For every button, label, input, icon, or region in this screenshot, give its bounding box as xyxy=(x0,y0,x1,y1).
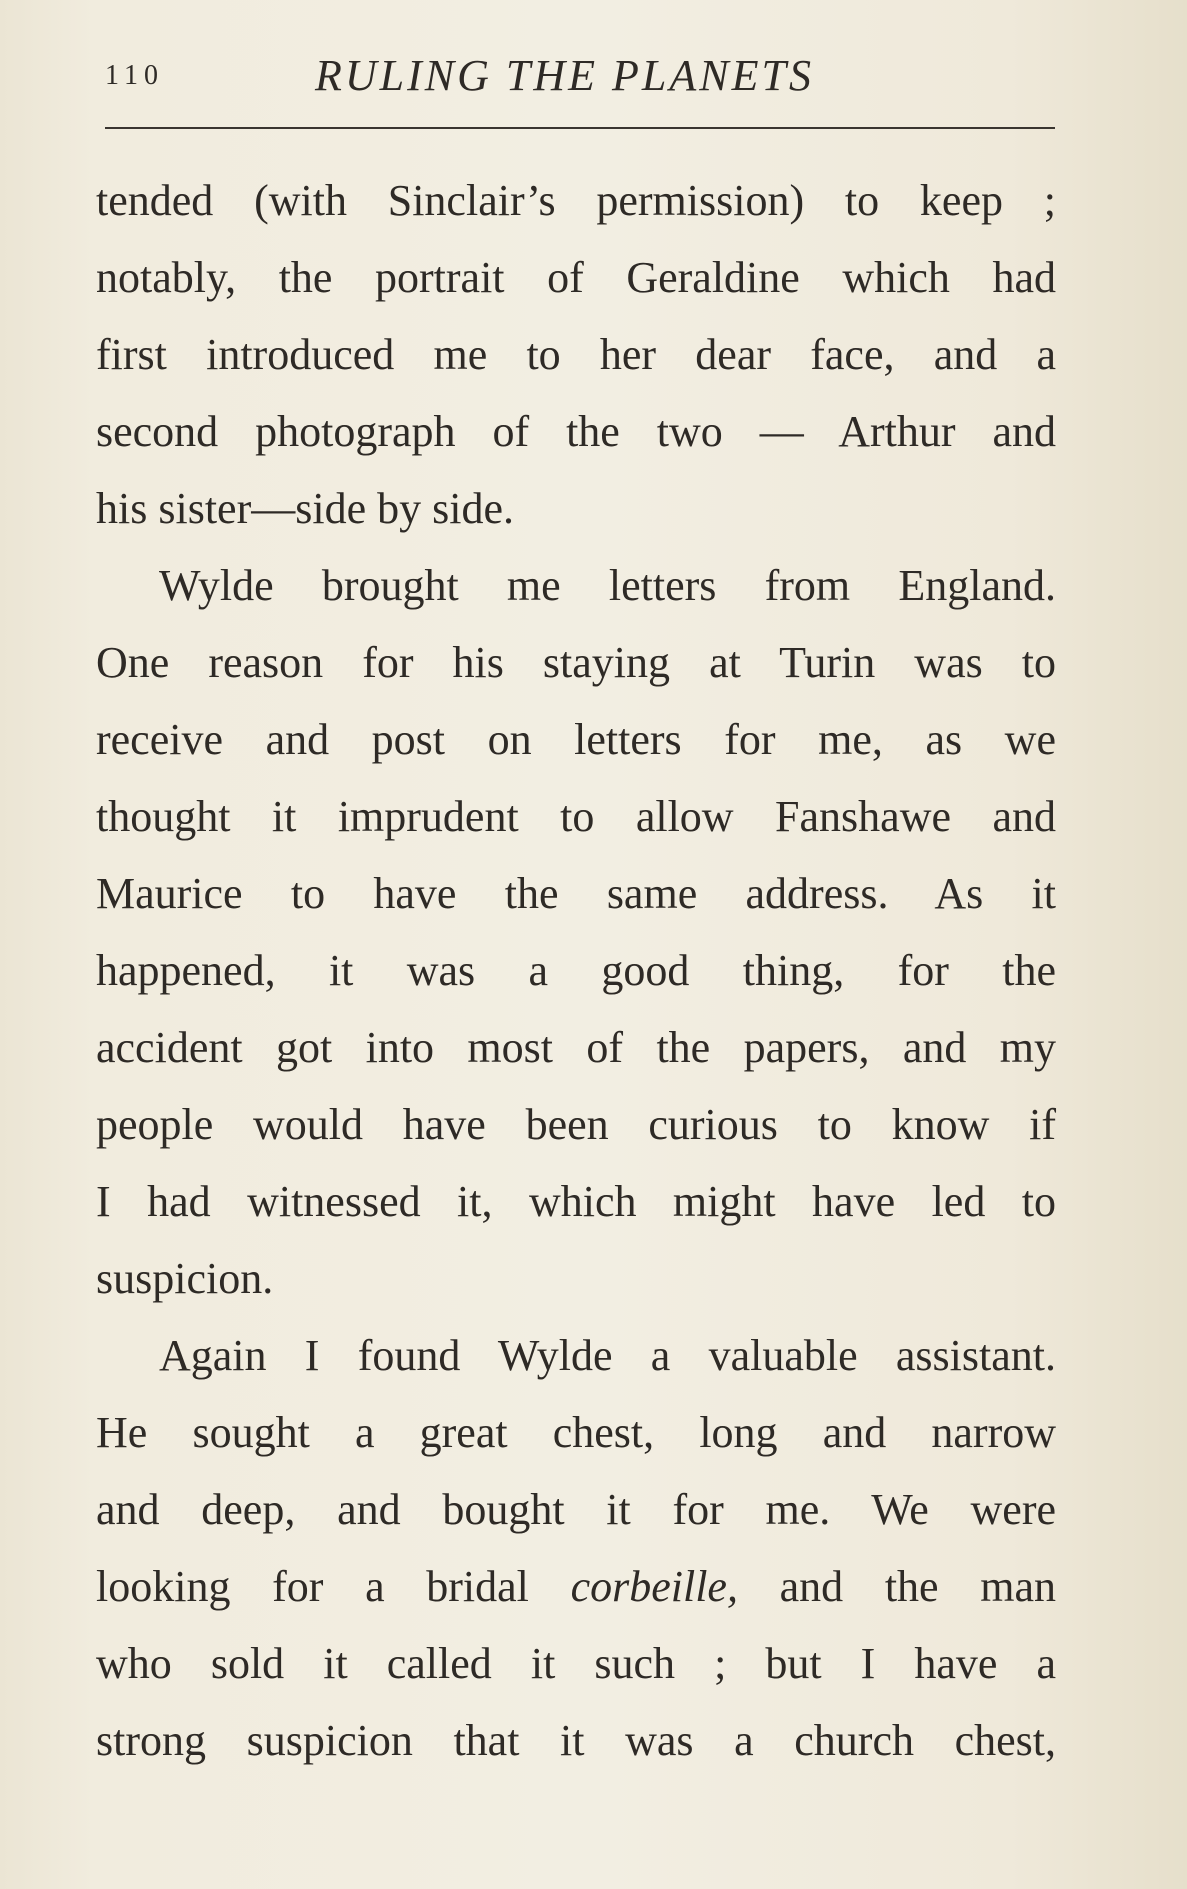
text-line: strong suspicion that it was a church chest, xyxy=(96,1716,1056,1765)
text-line: thought it imprudent to allow Fanshawe and xyxy=(96,792,1056,841)
paragraph-first-line: Again I found Wylde a valuable assistant. xyxy=(159,1331,1056,1380)
text-line: accident got into most of the papers, and my xyxy=(96,1023,1056,1072)
text-line xyxy=(96,1548,1056,1625)
running-head xyxy=(105,50,1055,100)
paragraph-first-line: Wylde brought me letters from England. xyxy=(159,561,1056,610)
italic-word: corbeille, xyxy=(570,1562,738,1611)
page-number: 110 xyxy=(105,60,164,91)
text-line: his sister—side by side. xyxy=(96,484,514,533)
body-text xyxy=(96,162,1056,1779)
text-line: who sold it called it such ; but I have a xyxy=(96,1639,1056,1688)
text-segment: looking for a bridal xyxy=(96,1562,571,1611)
text-line: second photograph of the two — Arthur and xyxy=(96,407,1056,456)
text-line: happened, it was a good thing, for the xyxy=(96,946,1056,995)
text-line: people would have been curious to know if xyxy=(96,1100,1056,1149)
text-line: receive and post on letters for me, as we xyxy=(96,715,1056,764)
text-line: tended (with Sinclair’s permission) to keep ; xyxy=(96,176,1056,225)
header-rule xyxy=(105,127,1055,129)
text-line: He sought a great chest, long and narrow xyxy=(96,1408,1056,1457)
text-line: suspicion. xyxy=(96,1254,274,1303)
text-line: Maurice to have the same address. As it xyxy=(96,869,1056,918)
text-line: One reason for his staying at Turin was to xyxy=(96,638,1056,687)
text-line: first introduced me to her dear face, and a xyxy=(96,330,1056,379)
text-segment: and the man xyxy=(737,1562,1056,1611)
running-title: RULING THE PLANETS xyxy=(315,51,814,100)
text-line: and deep, and bought it for me. We were xyxy=(96,1485,1056,1534)
text-line: notably, the portrait of Geraldine which had xyxy=(96,253,1056,302)
text-line: I had witnessed it, which might have led to xyxy=(96,1177,1056,1226)
